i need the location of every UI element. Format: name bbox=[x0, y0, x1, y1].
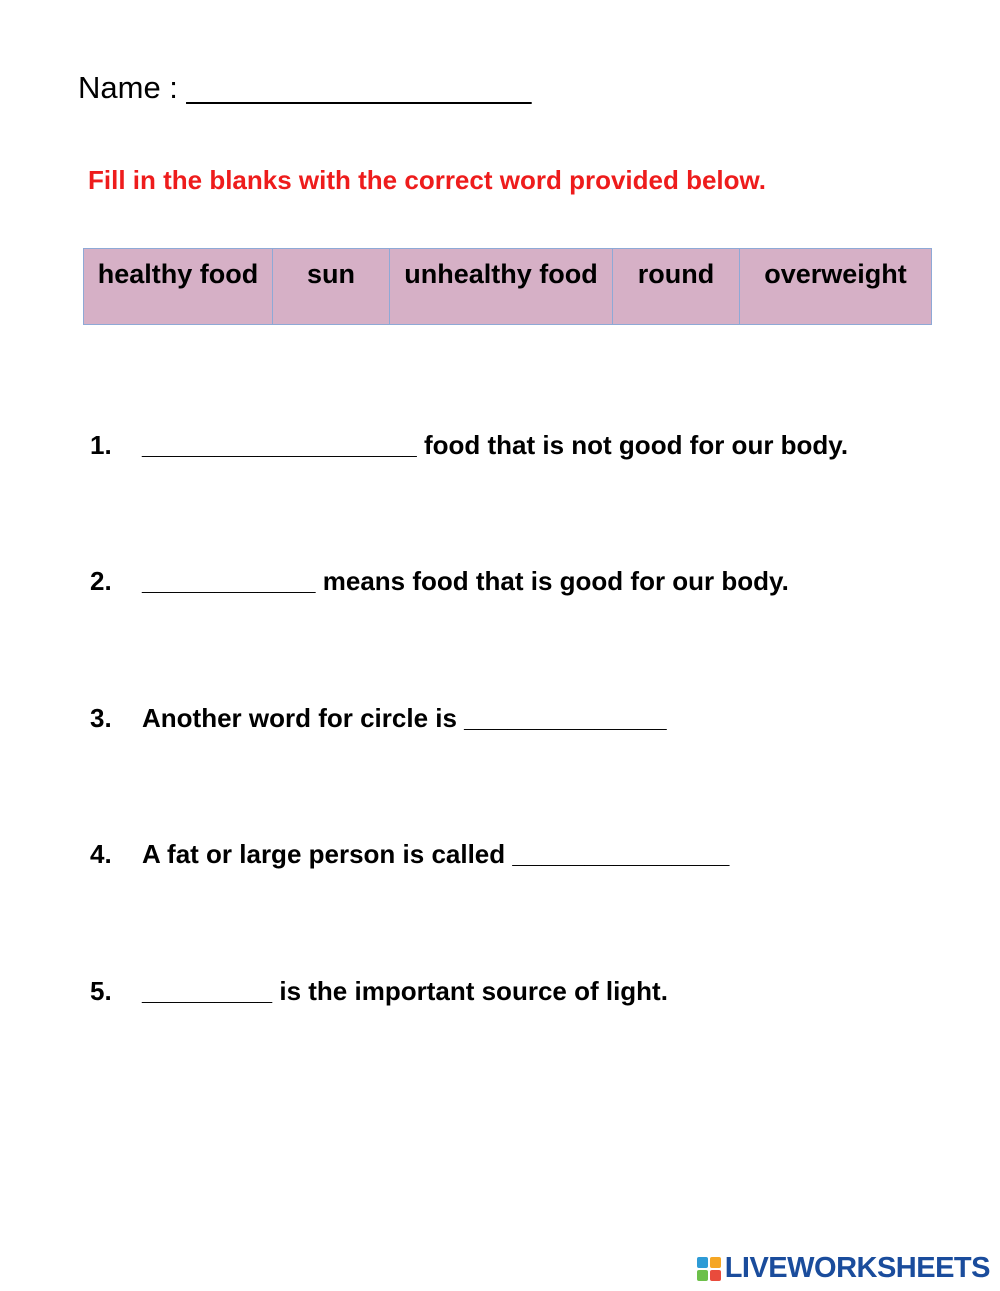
question-text: ___________________ food that is not good for our body. bbox=[142, 430, 849, 460]
question-4 bbox=[90, 839, 729, 870]
logo-tile bbox=[697, 1270, 708, 1281]
word-bank-cell: round bbox=[613, 249, 740, 325]
word-bank-cell: healthy food bbox=[84, 249, 273, 325]
question-number: 4. bbox=[90, 839, 112, 869]
brand-name: LIVEWORKSHEETS bbox=[724, 1252, 990, 1284]
word-bank-row bbox=[84, 249, 932, 325]
question-number: 1. bbox=[90, 430, 112, 460]
question-number: 3. bbox=[90, 703, 112, 733]
question-text: ____________ means food that is good for our body. bbox=[142, 566, 789, 596]
question-5 bbox=[90, 976, 668, 1007]
question-3 bbox=[90, 703, 667, 734]
name-line: Name : ____________________ bbox=[78, 70, 532, 105]
logo-tile bbox=[710, 1270, 721, 1281]
logo-tile bbox=[697, 1257, 708, 1268]
word-bank bbox=[83, 248, 932, 325]
word-bank-cell: unhealthy food bbox=[390, 249, 613, 325]
logo-tile bbox=[710, 1257, 721, 1268]
liveworksheets-logo bbox=[697, 1254, 990, 1283]
question-1 bbox=[90, 430, 848, 461]
question-text: A fat or large person is called _______________ bbox=[142, 839, 730, 869]
question-2 bbox=[90, 566, 789, 597]
liveworksheets-logo-icon bbox=[697, 1257, 721, 1281]
word-bank-cell: sun bbox=[273, 249, 390, 325]
question-text: Another word for circle is ______________ bbox=[142, 703, 667, 733]
instructions: Fill in the blanks with the correct word provided below. bbox=[88, 165, 767, 195]
word-bank-cell: overweight bbox=[740, 249, 932, 325]
question-text: _________ is the important source of light. bbox=[142, 976, 668, 1006]
question-number: 5. bbox=[90, 976, 112, 1006]
question-number: 2. bbox=[90, 566, 112, 596]
